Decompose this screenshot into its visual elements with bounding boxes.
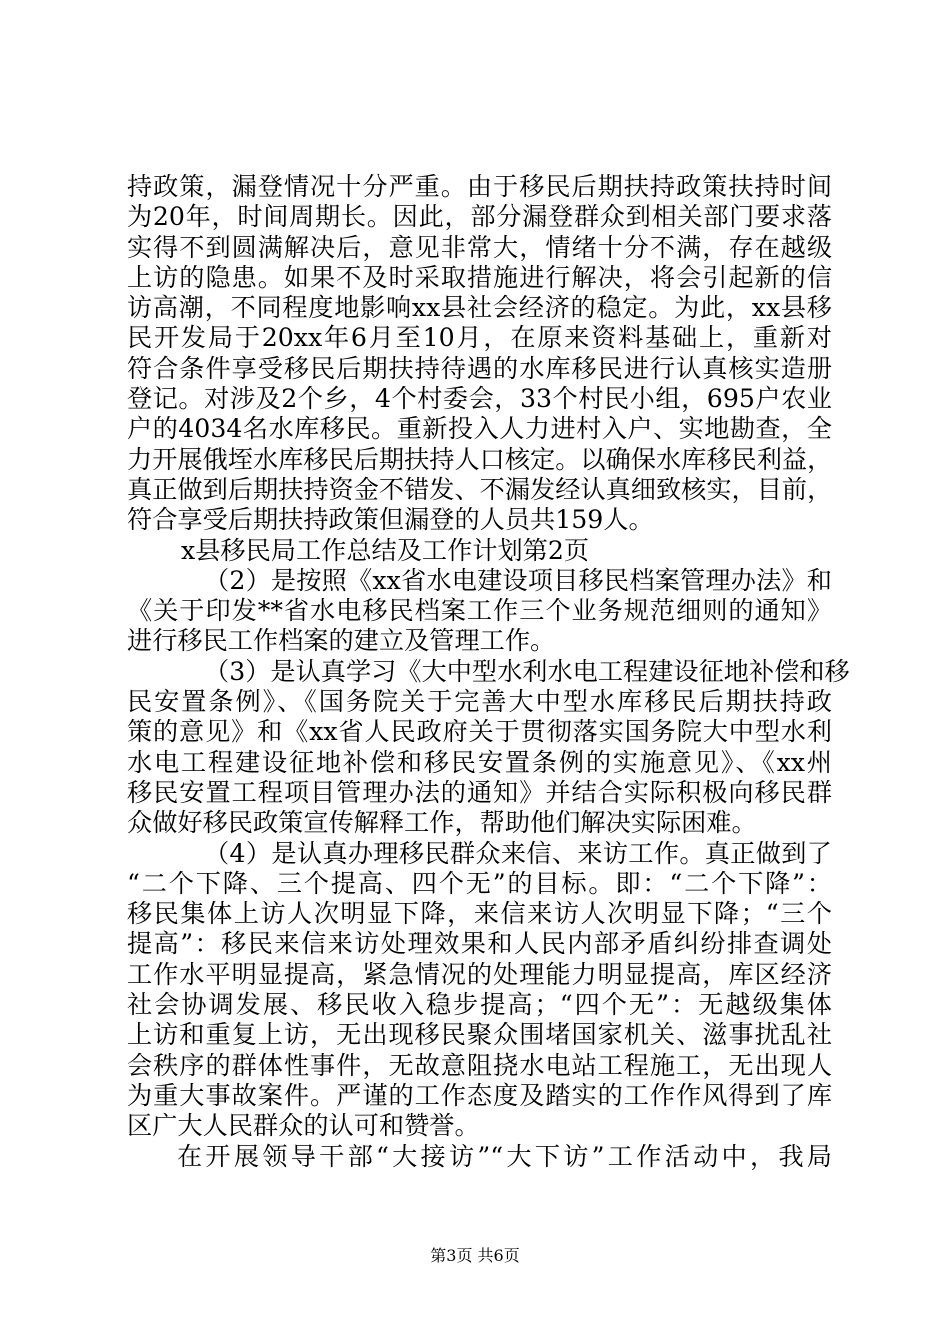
body-line: 上访和重复上访，无出现移民聚众围堵国家机关、滋事扰乱社: [127, 1020, 832, 1050]
section-caption: x县移民局工作总结及工作计划第2页: [181, 535, 590, 565]
body-line: 社会协调发展、移民收入稳步提高；“四个无”：无越级集体: [127, 990, 832, 1020]
body-line: 户的4034名水库移民。重新投入人力进村入户、实地勘查，全: [127, 414, 832, 444]
body-line: 会秩序的群体性事件，无故意阻挠水电站工程施工，无出现人: [127, 1050, 832, 1080]
body-line: 持政策，漏登情况十分严重。由于移民后期扶持政策扶持时间: [127, 172, 832, 201]
body-line: 工作水平明显提高，紧急情况的处理能力明显提高，库区经济: [127, 959, 832, 989]
body-line: 移民安置工程项目管理办法的通知》并结合实际积极向移民群: [127, 777, 832, 807]
body-line: 提高”：移民来信来访处理效果和人民内部矛盾纠纷排查调处: [127, 929, 832, 959]
body-line: 符合享受后期扶持政策但漏登的人员共159人。: [127, 505, 654, 535]
body-line: （4）是认真办理移民群众来信、来访工作。真正做到了: [204, 838, 832, 868]
body-line: 民开发局于20xx年6月至10月，在原来资料基础上，重新对: [127, 323, 832, 353]
body-line: 在开展领导干部“大接访”“大下访”工作活动中，我局: [177, 1141, 832, 1171]
body-line: 实得不到圆满解决后，意见非常大，情绪十分不满，存在越级: [127, 232, 832, 262]
body-line: 登记。对涉及2个乡，4个村委会，33个村民小组，695户农业: [127, 384, 832, 414]
body-line: （3）是认真学习《大中型水利水电工程建设征地补偿和移: [204, 656, 850, 686]
body-line: 上访的隐患。如果不及时采取措施进行解决，将会引起新的信: [127, 262, 832, 292]
body-line: 真正做到后期扶持资金不错发、不漏发经认真细致核实，目前，: [127, 474, 833, 504]
document-body: [127, 172, 850, 1172]
body-line: 众做好移民政策宣传解释工作，帮助他们解决实际困难。: [127, 808, 757, 838]
body-line: 力开展俄垤水库移民后期扶持人口核定。以确保水库移民利益，: [127, 444, 833, 474]
body-line: 符合条件享受移民后期扶持待遇的水库移民进行认真核实造册: [127, 353, 832, 383]
body-line: （2）是按照《xx省水电建设项目移民档案管理办法》和: [204, 565, 832, 595]
body-line: 水电工程建设征地补偿和移民安置条例的实施意见》、《xx州: [127, 747, 832, 777]
page-number-footer: 第3页 共6页: [430, 1246, 520, 1265]
body-line: 访高潮，不同程度地影响xx县社会经济的稳定。为此，xx县移: [127, 293, 832, 323]
body-line: 策的意见》和《xx省人民政府关于贯彻落实国务院大中型水利: [127, 717, 832, 747]
body-line: 进行移民工作档案的建立及管理工作。: [127, 626, 556, 656]
body-line: 《关于印发**省水电移民档案工作三个业务规范细则的通知》: [127, 596, 832, 626]
body-line: 为重大事故案件。严谨的工作态度及踏实的工作作风得到了库: [127, 1080, 832, 1110]
body-line: 移民集体上访人次明显下降，来信来访人次明显下降；“三个: [127, 899, 832, 929]
body-line: 区广大人民群众的认可和赞誉。: [127, 1111, 480, 1141]
body-line: 民安置条例》、《国务院关于完善大中型水库移民后期扶持政: [127, 687, 832, 717]
body-line: “二个下降、三个提高、四个无”的目标。即：“二个下降”：: [127, 868, 832, 898]
body-line: 为20年，时间周期长。因此，部分漏登群众到相关部门要求落: [127, 202, 832, 232]
